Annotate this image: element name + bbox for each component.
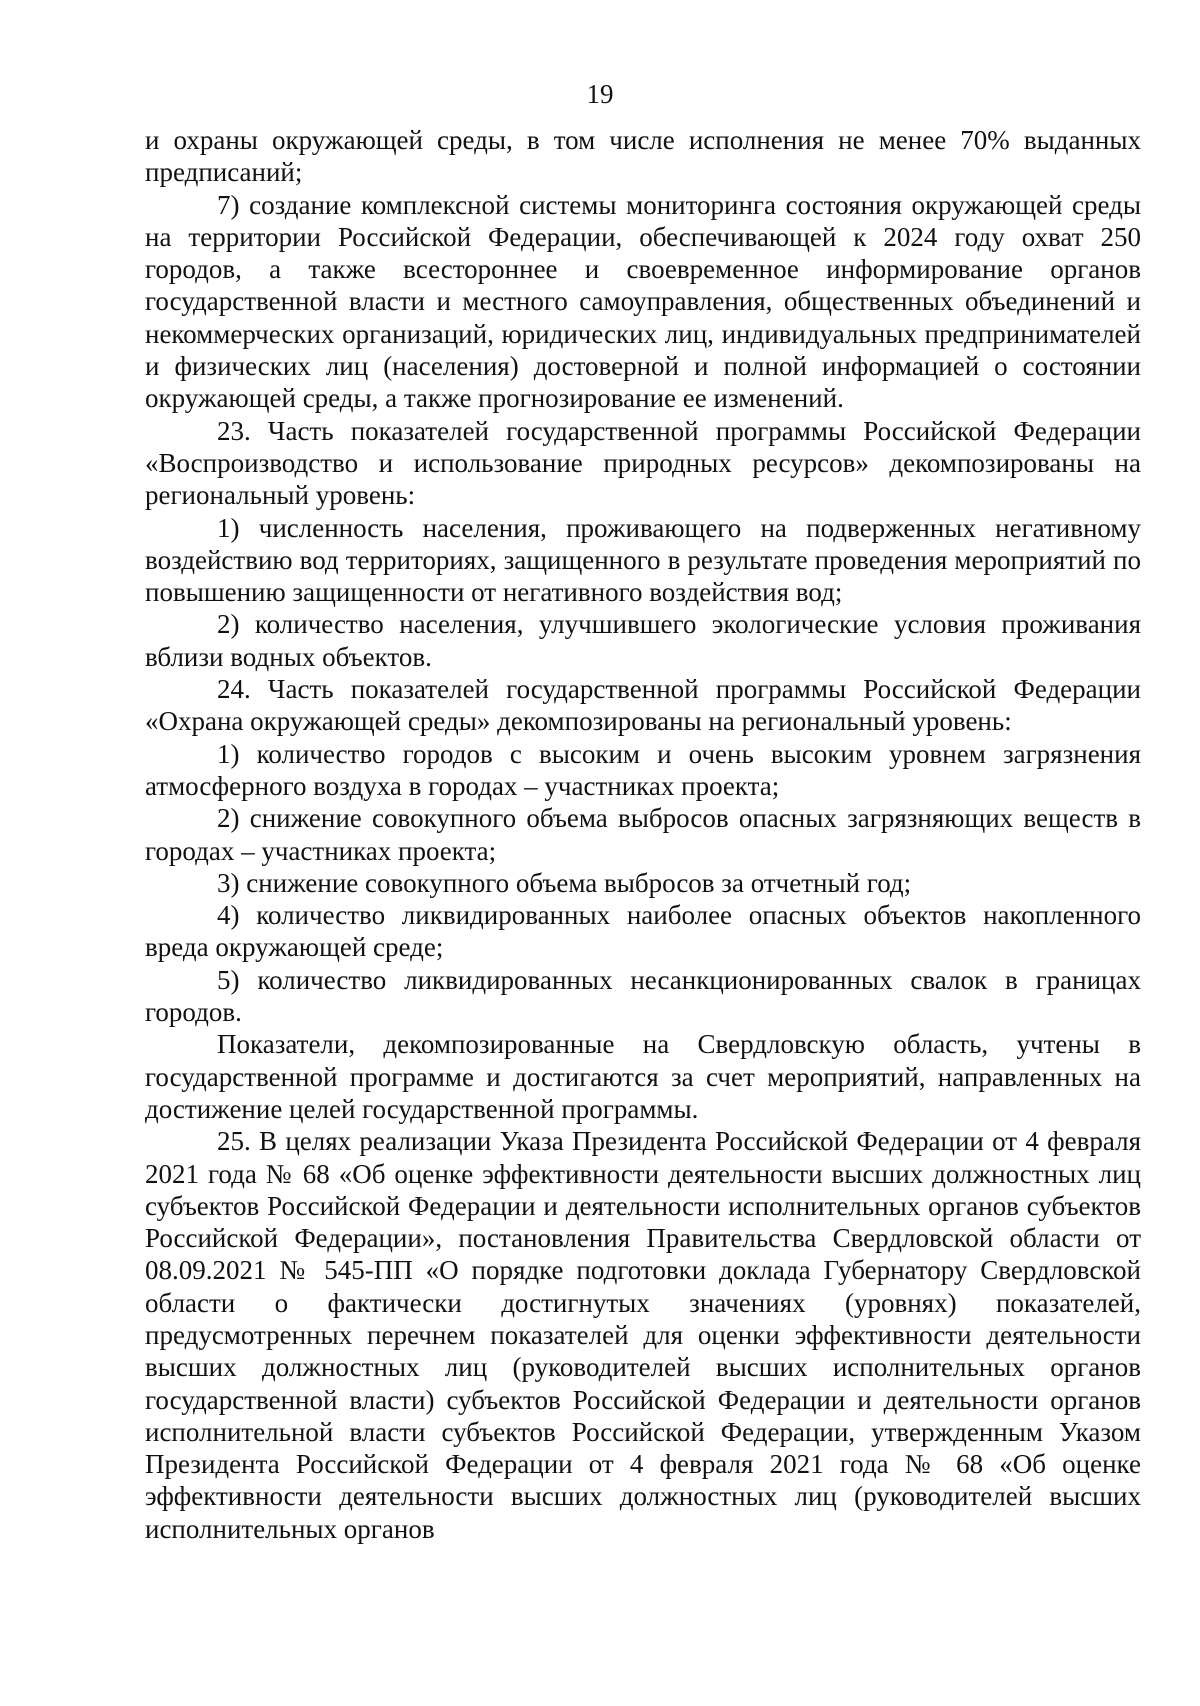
paragraph: и охраны окружающей среды, в том числе исполнения не менее 70% выданных предписаний; xyxy=(145,125,1141,188)
paragraph: 3) снижение совокупного объема выбросов за отчетный год; xyxy=(217,867,912,898)
paragraph: 1) количество городов с высоким и очень высоким уровнем загрязнения атмосферного воздуха в городах – участниках проекта; xyxy=(145,738,1141,801)
paragraph: 1) численность населения, проживающего на подверженных негативному воздействию вод территориях, защищенного в результате проведения мероприятий по повышению защищенности от негативного воздействия вод; xyxy=(145,512,1141,608)
paragraph: 24. Часть показателей государственной программы Российской Федерации «Охрана окружающей среды» декомпозированы на региональный уровень: xyxy=(145,674,1141,737)
paragraph: 4) количество ликвидированных наиболее опасных объектов накопленного вреда окружающей среде; xyxy=(145,900,1141,963)
document-body xyxy=(145,124,1141,1545)
paragraph: Показатели, декомпозированные на Свердловскую область, учтены в государственной программе и достигаются за счет мероприятий, направленных на достижение целей государственной программы. xyxy=(145,1029,1141,1124)
paragraph: 2) снижение совокупного объема выбросов опасных загрязняющих веществ в городах – участниках проекта; xyxy=(145,803,1141,866)
paragraph: 2) количество населения, улучшившего экологические условия проживания вблизи водных объектов. xyxy=(145,609,1141,672)
paragraph: 7) создание комплексной системы мониторинга состояния окружающей среды на территории Российской Федерации, обеспечивающей к 2024 году охват 250 городов, а также всестороннее и своевременное информирование органов государственной власти и местного самоуправления, общественных объединений и некоммерческих организаций, юридических лиц, индивидуальных предпринимателей и физических лиц (населения) достоверной и полной информацией о состоянии окружающей среды, а также прогнозирование ее изменений. xyxy=(145,189,1141,414)
page-number: 19 xyxy=(586,79,614,109)
paragraph: 23. Часть показателей государственной программы Российской Федерации «Воспроизводство и использование природных ресурсов» декомпозированы на региональный уровень: xyxy=(145,415,1141,511)
paragraph: 5) количество ликвидированных несанкционированных свалок в границах городов. xyxy=(145,964,1141,1028)
paragraph: 25. В целях реализации Указа Президента Российской Федерации от 4 февраля 2021 года № 68 «Об оценке эффективности деятельности высших должностных лиц субъектов Российской Федерации и деятельности исполнительных органов субъектов Российской Федерации», постановления Правительства Свердловской области от 08.09.2021 № 545-ПП «О порядке подготовки доклада Губернатору Свердловской области о фактически достигнутых значениях (уровнях) показателей, предусмотренных перечнем показателей для оценки эффективности деятельности высших должностных лиц (руководителей высших исполнительных органов государственной власти) субъектов Российской Федерации и деятельности органов исполнительной власти субъектов Российской Федерации, утвержденным Указом Президента Российской Федерации от 4 февраля 2021 года № 68 «Об оценке эффективности деятельности высших должностных лиц (руководителей высших исполнительных органов xyxy=(145,1126,1141,1544)
